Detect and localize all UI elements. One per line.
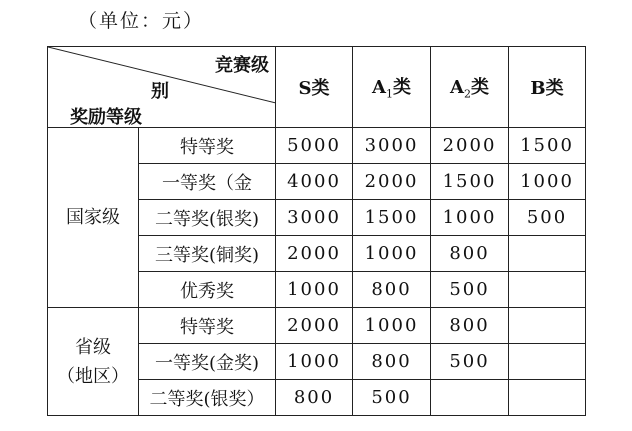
- award-name: 二等奖(银奖): [139, 200, 276, 236]
- table-row: [48, 308, 586, 344]
- value-cell: 5000: [276, 128, 353, 164]
- column-header-b: B类: [509, 47, 586, 128]
- value-cell: [509, 308, 586, 344]
- value-cell: 1000: [353, 236, 431, 272]
- award-name: 三等奖(铜奖): [139, 236, 276, 272]
- value-cell: 4000: [276, 164, 353, 200]
- group-label-provincial: 省级 （地区）: [48, 308, 139, 416]
- value-cell: 3000: [276, 200, 353, 236]
- corner-label-award-level: 奖励等级: [70, 107, 142, 128]
- value-cell: 1000: [509, 164, 586, 200]
- value-cell: 800: [353, 272, 431, 308]
- value-cell: 800: [431, 236, 509, 272]
- value-cell: 2000: [431, 128, 509, 164]
- value-cell: 3000: [353, 128, 431, 164]
- group-label-national: 国家级: [48, 128, 139, 308]
- value-cell: 2000: [276, 308, 353, 344]
- value-cell: 1000: [353, 308, 431, 344]
- value-cell: [509, 236, 586, 272]
- value-cell: 1500: [431, 164, 509, 200]
- award-table: [47, 46, 586, 416]
- table-row: [48, 128, 586, 164]
- value-cell: [509, 272, 586, 308]
- value-cell: 1000: [431, 200, 509, 236]
- value-cell: 800: [431, 308, 509, 344]
- corner-label-competition-level: 竞赛级: [215, 55, 269, 76]
- value-cell: 2000: [276, 236, 353, 272]
- value-cell: 1500: [509, 128, 586, 164]
- value-cell: 1000: [276, 272, 353, 308]
- award-name: 特等奖: [139, 128, 276, 164]
- column-header-s: S类: [276, 47, 353, 128]
- corner-label-category: 别: [151, 81, 169, 102]
- unit-note: （单位：元）: [78, 10, 205, 32]
- value-cell: [431, 380, 509, 416]
- value-cell: [509, 380, 586, 416]
- award-name: 优秀奖: [139, 272, 276, 308]
- value-cell: 800: [276, 380, 353, 416]
- header-row: [48, 47, 586, 128]
- diagonal-header-cell: [48, 47, 276, 128]
- value-cell: 500: [431, 344, 509, 380]
- award-name: 二等奖(银奖）: [139, 380, 276, 416]
- value-cell: 500: [509, 200, 586, 236]
- award-name: 一等奖(金奖): [139, 344, 276, 380]
- award-name: 一等奖（金: [139, 164, 276, 200]
- value-cell: 500: [431, 272, 509, 308]
- value-cell: 1000: [276, 344, 353, 380]
- column-header-a1: $A_1$类: [353, 47, 431, 128]
- value-cell: 1500: [353, 200, 431, 236]
- column-header-a2: $A_2$类: [431, 47, 509, 128]
- value-cell: [509, 344, 586, 380]
- value-cell: 800: [353, 344, 431, 380]
- award-name: 特等奖: [139, 308, 276, 344]
- value-cell: 2000: [353, 164, 431, 200]
- value-cell: 500: [353, 380, 431, 416]
